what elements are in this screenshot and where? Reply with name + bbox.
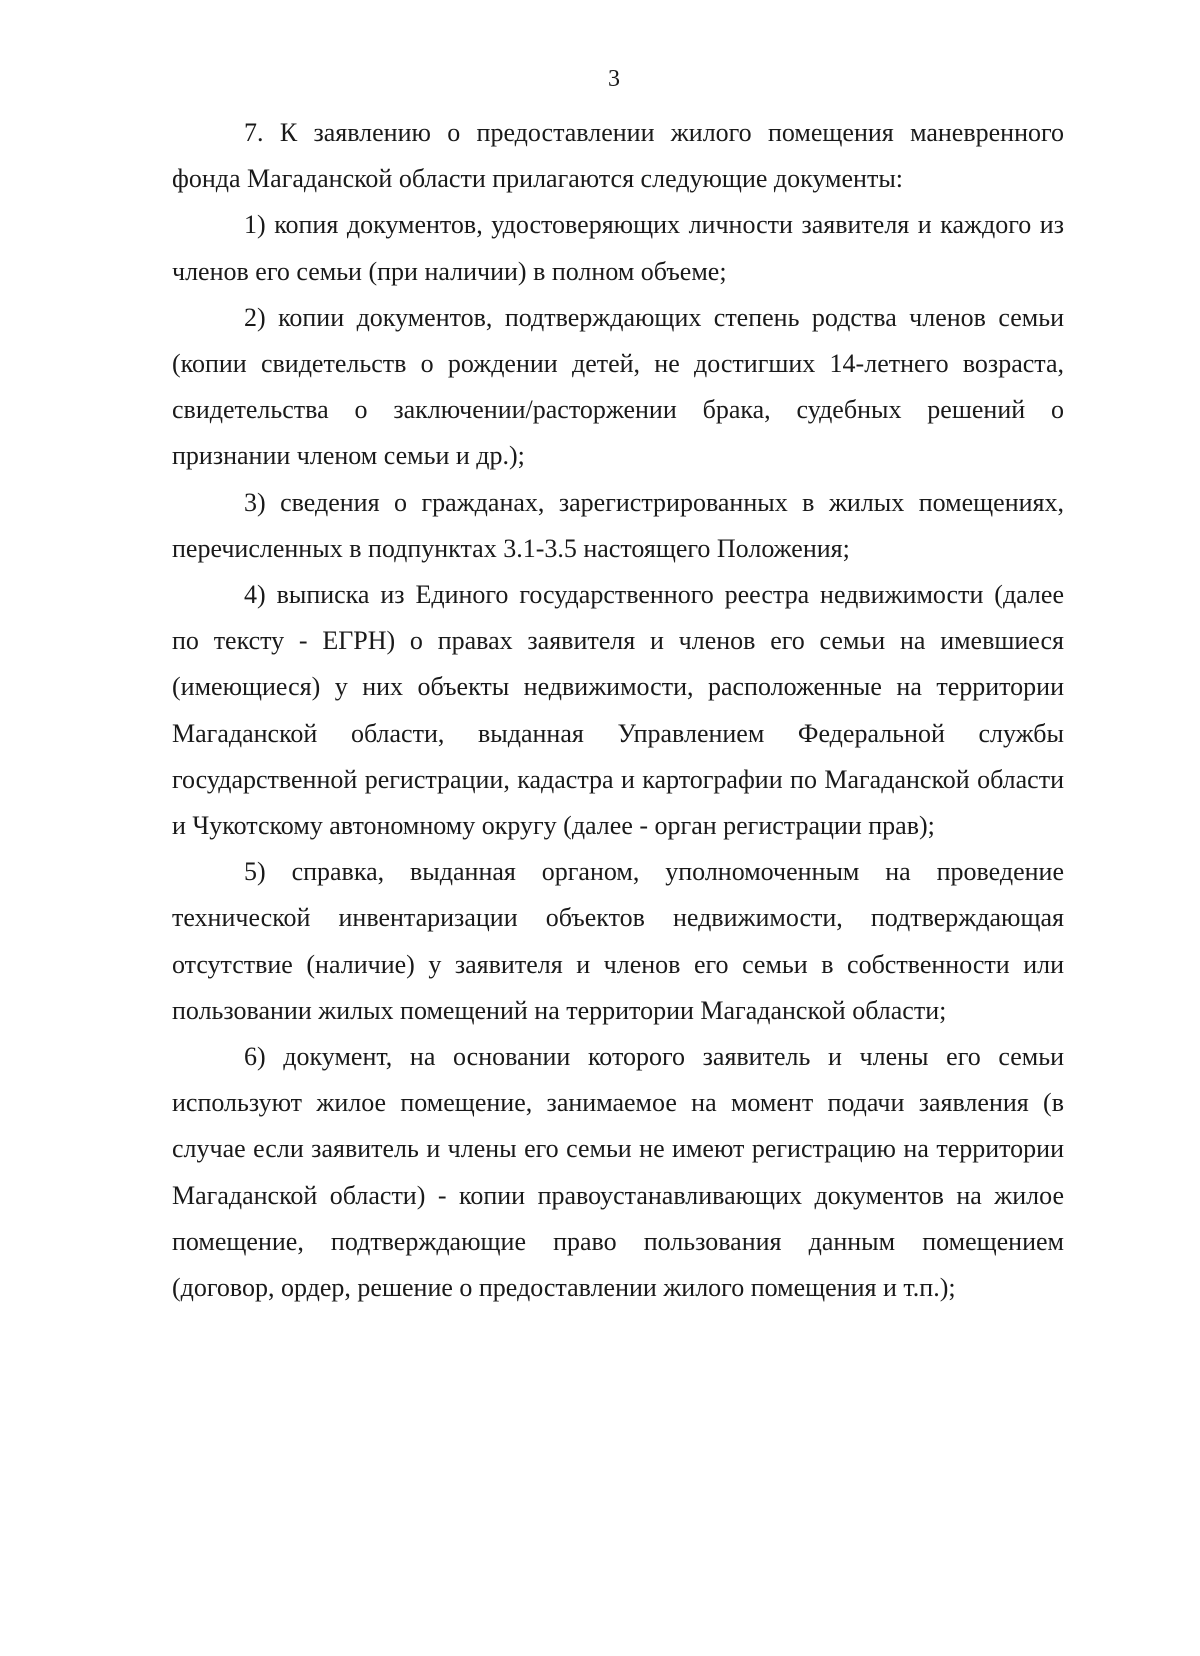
list-item-4: 4) выписка из Единого государственного реестра недвижимости (далее по тексту - ЕГРН) о правах заявителя и членов его семьи на имевшиеся (имеющиеся) у них объекты недвижимости, расположенные на территории Магаданской области, выданная Управлением Федеральной службы государственной регистрации, кадастра и картографии по Магаданской области и Чукотскому автономному округу (далее - орган регистрации прав); — [172, 580, 1064, 841]
list-item-1: 1) копия документов, удостоверяющих личности заявителя и каждого из членов его семьи (при наличии) в полном объеме; — [172, 210, 1064, 286]
list-item-6: 6) документ, на основании которого заявитель и члены его семьи используют жилое помещение, занимаемое на момент подачи заявления (в случае если заявитель и члены его семьи не имеют регистрацию на территории Магаданской области) - копии правоустанавливающих документов на жилое помещение, подтверждающие право пользования данным помещением (договор, ордер, решение о предоставлении жилого помещения и т.п.); — [172, 1042, 1064, 1303]
list-item-3: 3) сведения о гражданах, зарегистрированных в жилых помещениях, перечисленных в подпунктах 3.1-3.5 настоящего Положения; — [172, 487, 1064, 563]
list-item-2: 2) копии документов, подтверждающих степень родства членов семьи (копии свидетельств о рождении детей, не достигших 14-летнего возраста, свидетельства о заключении/расторжении брака, судебных решений о признании членом семьи и др.); — [172, 302, 1064, 471]
paragraph-7-intro: 7. К заявлению о предоставлении жилого помещения маневренного фонда Магаданской области прилагаются следующие документы: — [172, 118, 1064, 194]
document-body — [172, 110, 1064, 1311]
list-item-5: 5) справка, выданная органом, уполномоченным на проведение технической инвентаризации объектов недвижимости, подтверждающая отсутствие (наличие) у заявителя и членов его семьи в собственности или пользовании жилых помещений на территории Магаданской области; — [172, 857, 1064, 1025]
page-number: 3 — [608, 66, 620, 92]
